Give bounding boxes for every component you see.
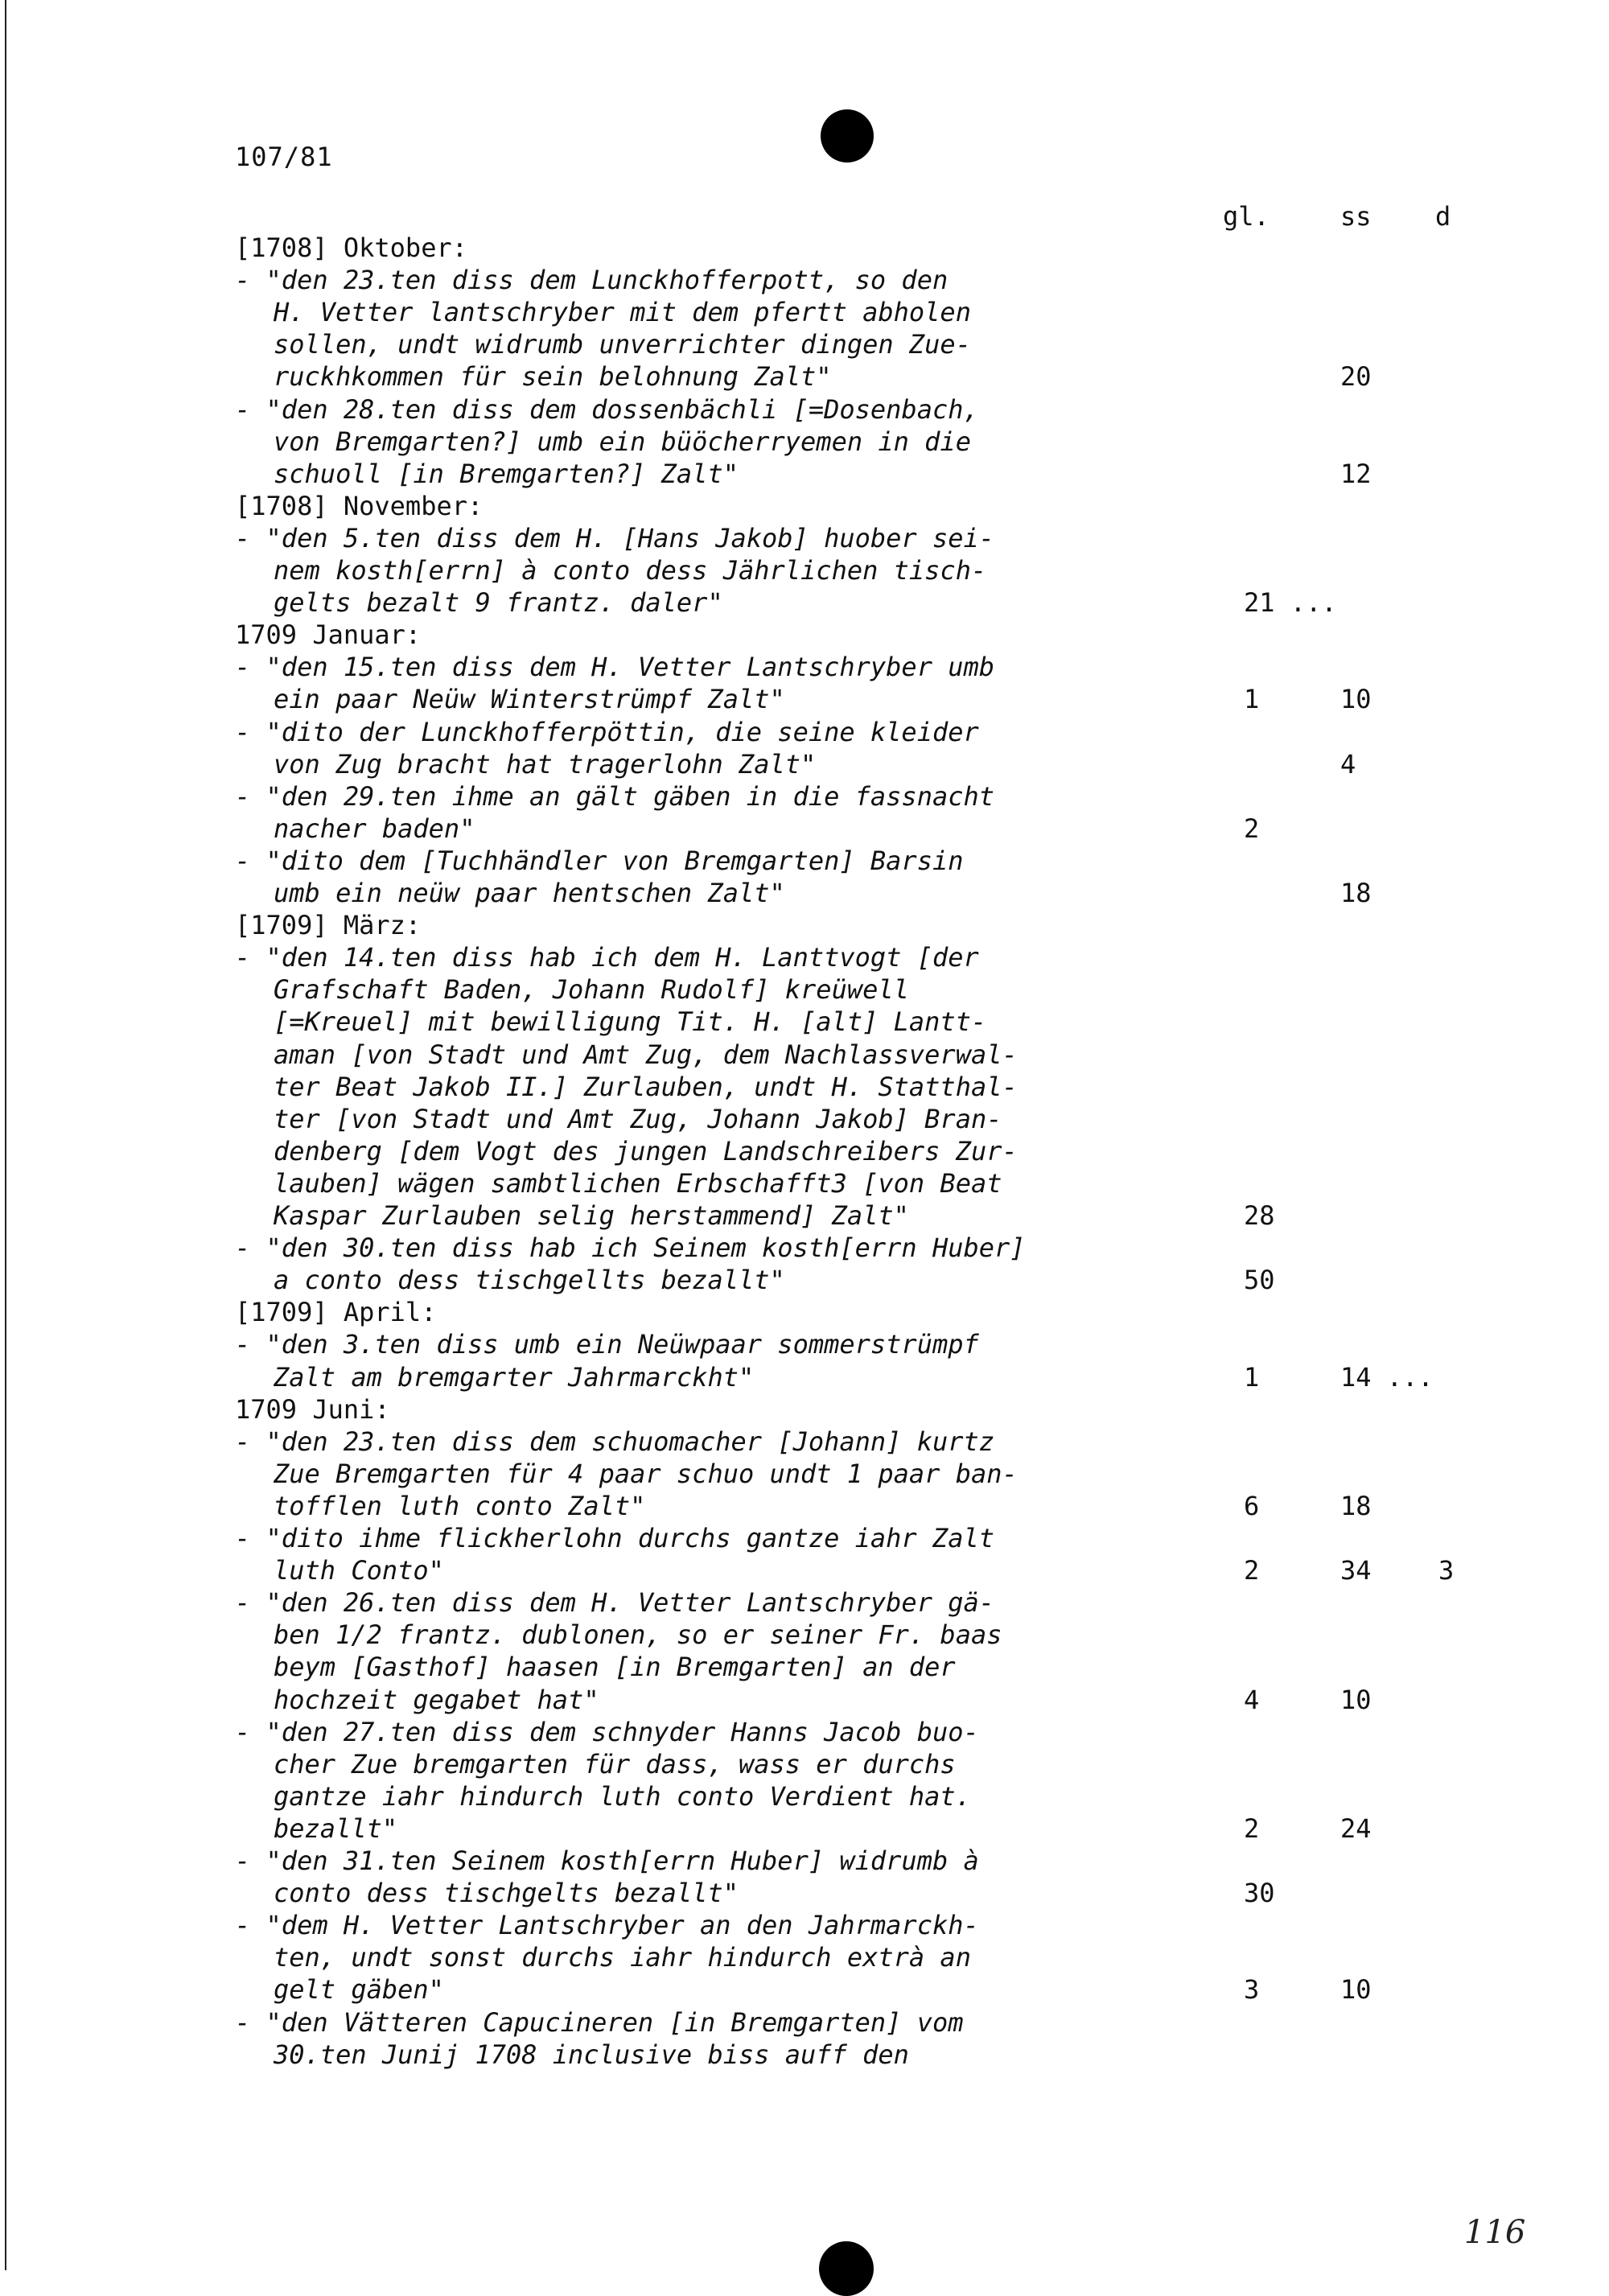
ledger-line [0,1780,1609,1813]
ledger-line-text: denberg [dem Vogt des jungen Landschreibers Zur- [274,1135,1018,1167]
amount-ss: 10 [1340,684,1372,715]
ledger-line [0,1522,1609,1554]
amount-ss: 20 [1340,361,1372,393]
ledger-line [0,1748,1609,1780]
ledger-line-text: sollen, undt widrumb unverrichter dingen Zue- [274,329,971,360]
ledger-line [0,1103,1609,1135]
ledger-line-text: conto dess tischgelts bezallt" [274,1878,739,1909]
ledger-line-text: 1709 Juni: [235,1393,390,1425]
amount-gl: 28 [1244,1200,1275,1231]
ledger-line-text: - "dem H. Vetter Lantschryber an den Jahrmarckh- [235,1910,979,1941]
ledger-line [0,1845,1609,1877]
ledger-line [0,586,1609,619]
ledger-line [0,1813,1609,1845]
ledger-line-text: cher Zue bremgarten für dass, wass er durchs [274,1748,956,1780]
ledger-line-text: [=Kreuel] mit bewilligung Tit. H. [alt] Lantt- [274,1006,987,1038]
ledger-line [0,1393,1609,1426]
ledger-line [0,264,1609,296]
ledger-line [0,1554,1609,1586]
ledger-line [0,1458,1609,1490]
ledger-line [0,1264,1609,1296]
ledger-line-text: - "dito dem [Tuchhändler von Bremgarten] Barsin [235,845,964,876]
ledger-line [0,973,1609,1006]
ledger-line-text: luth Conto" [274,1555,444,1586]
ledger-line-text: - "den 30.ten diss hab ich Seinem kosth[errn Huber] [235,1232,1026,1264]
ledger-line [0,1490,1609,1522]
ledger-line-text: ein paar Neüw Winterstrümpf Zalt" [274,684,785,715]
ledger-line [0,1006,1609,1038]
amount-ss: 10 [1340,1974,1372,2006]
amount-gl: 50 [1244,1265,1275,1296]
ledger-line-text: schuoll [in Bremgarten?] Zalt" [274,458,739,489]
ledger-line-text: 1709 Januar: [235,619,422,651]
ledger-line [0,1426,1609,1458]
ledger-line [0,2006,1609,2039]
ledger-line-text: bezallt" [274,1813,398,1844]
amount-gl: 2 [1244,1813,1260,1844]
ledger-line [0,909,1609,941]
ledger-line-text: hochzeit gegabet hat" [274,1684,599,1715]
ledger-line-text: 30.ten Junij 1708 inclusive biss auff den [274,2039,909,2070]
ledger-line [0,1232,1609,1264]
ledger-line [0,845,1609,877]
ledger-line-text: - "den Vätteren Capucineren [in Bremgarten] vom [235,2006,964,2038]
ledger-line-text: [1709] April: [235,1297,437,1328]
amount-ss: 18 [1340,1490,1372,1521]
ledger-line [0,1167,1609,1199]
column-header-d: d [1435,201,1451,232]
ledger-line [0,1361,1609,1393]
amount-gl: 21 ... [1244,587,1337,619]
ledger-line-text: ten, undt sonst durchs iahr hindurch extrà an [274,1942,971,1973]
ledger-line [0,1619,1609,1651]
ledger-line-text: ter Beat Jakob II.] Zurlauben, undt H. Statthal- [274,1071,1018,1102]
ledger-line [0,1877,1609,1909]
ledger-line [0,1909,1609,1941]
ledger-line [0,328,1609,360]
amount-ss: 18 [1340,878,1372,908]
ledger-line [0,458,1609,490]
ledger-line-text: - "den 29.ten ihme an gält gäben in die fassnacht [235,780,995,812]
ledger-line [0,1941,1609,1973]
ledger-line-text: - "den 27.ten diss dem schnyder Hanns Jacob buo- [235,1716,979,1747]
ledger-line-text: Zalt am bremgarter Jahrmarckht" [274,1361,755,1393]
column-header-gl: gl. [1223,201,1270,232]
ledger-line [0,877,1609,909]
ledger-line-text: - "den 14.ten diss hab ich dem H. Lanttvogt [der [235,942,979,973]
ledger-line [0,619,1609,651]
ledger-line [0,813,1609,845]
amount-gl: 2 [1244,1555,1260,1586]
ledger-line-text: gelt gäben" [274,1974,444,2006]
ledger-line-text: Zue Bremgarten für 4 paar schuo undt 1 paar ban- [274,1458,1018,1489]
ledger-line [0,683,1609,715]
ledger-line [0,393,1609,426]
ledger-line-text: - "den 23.ten diss dem schuomacher [Johann] kurtz [235,1426,995,1457]
ledger-line-text: umb ein neüw paar hentschen Zalt" [274,878,785,908]
ledger-line-text: - "den 3.ten diss umb ein Neüwpaar sommerstrümpf [235,1329,979,1360]
ledger-line-text: - "den 26.ten diss dem H. Vetter Lantschryber gä- [235,1587,995,1619]
ledger-line [0,2039,1609,2071]
amount-gl: 4 [1244,1684,1260,1715]
ledger-line-text: a conto dess tischgellts bezallt" [274,1265,785,1296]
ledger-line-text: H. Vetter lantschryber mit dem pfertt abholen [274,297,971,328]
ledger-line-text: - "den 23.ten diss dem Lunckhofferpott, so den [235,265,949,296]
handwritten-page-note: 116 [1464,2214,1526,2251]
ledger-line [0,232,1609,264]
ledger-line-text: - "dito der Lunckhofferpöttin, die seine kleider [235,716,979,747]
ledger-line-text: ter [von Stadt und Amt Zug, Johann Jakob] Bran- [274,1103,1002,1134]
ledger-line [0,1586,1609,1619]
amount-gl: 1 [1244,1361,1260,1393]
ledger-line-text: - "den 31.ten Seinem kosth[errn Huber] widrumb à [235,1845,979,1876]
ledger-line [0,1199,1609,1232]
ledger-line-text: nacher baden" [274,813,475,844]
ledger-line-text: lauben] wägen sambtlichen Erbschafft3 [von Beat [274,1167,1002,1199]
ledger-line-text: nem kosth[errn] à conto dess Jährlichen tisch- [274,555,987,586]
punch-hole-top [821,109,874,163]
ledger-line [0,1684,1609,1716]
ledger-line-text: gelts bezalt 9 frantz. daler" [274,587,723,619]
amount-ss: 10 [1340,1684,1372,1715]
ledger-line-text: - "dito ihme flickherlohn durchs gantze iahr Zalt [235,1523,995,1553]
ledger-line-text: von Bremgarten?] umb ein büöcherryemen in die [274,426,971,457]
ledger-line-text: - "den 15.ten diss dem H. Vetter Lantschryber umb [235,652,995,683]
ledger-line-text: Grafschaft Baden, Johann Rudolf] kreüwell [274,974,909,1006]
amount-gl: 3 [1244,1974,1260,2006]
ledger-line [0,1328,1609,1360]
ledger-line [0,1716,1609,1748]
ledger-line [0,360,1609,393]
amount-ss: 24 [1340,1813,1372,1844]
ledger-line [0,426,1609,458]
ledger-line [0,651,1609,683]
ledger-line [0,1135,1609,1167]
amount-d: 3 [1438,1555,1455,1586]
ledger-line-text: Kaspar Zurlauben selig herstammend] Zalt" [274,1200,909,1231]
ledger-line-text: ruckhkommen für sein belohnung Zalt" [274,361,832,393]
amount-ss: 14 ... [1340,1361,1434,1393]
amount-ss: 34 [1340,1555,1372,1586]
ledger-line [0,1973,1609,2006]
ledger-line-text: beym [Gasthof] haasen [in Bremgarten] an der [274,1652,956,1683]
ledger-line-text: [1708] November: [235,490,484,521]
ledger-line [0,1651,1609,1683]
ledger-line [0,554,1609,586]
column-header-ss: ss [1340,201,1372,232]
ledger-line [0,941,1609,973]
ledger-line [0,1071,1609,1103]
ledger-line-text: [1708] Oktober: [235,232,467,263]
ledger-line-text: gantze iahr hindurch luth conto Verdient hat. [274,1780,971,1812]
ledger-line [0,490,1609,522]
ledger-line [0,716,1609,748]
ledger-line-text: [1709] März: [235,910,422,941]
ledger-line-text: - "den 5.ten diss dem H. [Hans Jakob] huober sei- [235,522,995,553]
amount-ss: 4 [1340,748,1356,780]
ledger-line [0,522,1609,554]
ledger-line [0,780,1609,813]
amount-gl: 2 [1244,813,1260,844]
amount-gl: 6 [1244,1490,1260,1521]
ledger-line-text: - "den 28.ten diss dem dossenbächli [=Dosenbach, [235,393,979,425]
ledger-line [0,748,1609,780]
punch-hole-bottom [819,2241,874,2296]
ledger-line [0,1296,1609,1328]
ledger-line-text: aman [von Stadt und Amt Zug, dem Nachlassverwal- [274,1039,1018,1070]
ledger-line [0,296,1609,328]
ledger-line-text: tofflen luth conto Zalt" [274,1490,646,1521]
ledger-line [0,1039,1609,1071]
amount-ss: 12 [1340,458,1372,489]
amount-gl: 30 [1244,1878,1275,1909]
amount-gl: 1 [1244,684,1260,715]
document-number: 107/81 [235,142,333,172]
ledger-line-text: ben 1/2 frantz. dublonen, so er seiner Fr. baas [274,1619,1002,1651]
ledger-line-text: von Zug bracht hat tragerlohn Zalt" [274,748,817,780]
